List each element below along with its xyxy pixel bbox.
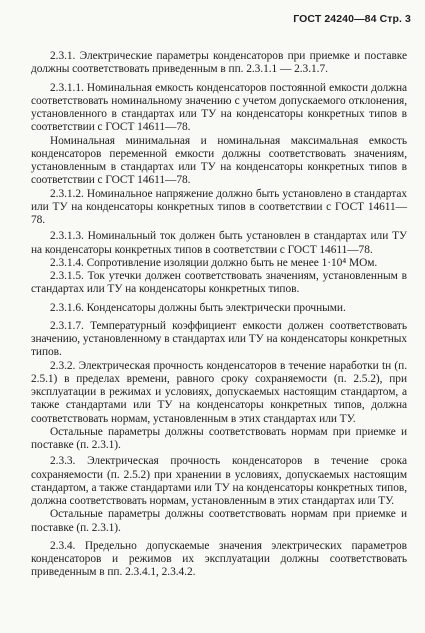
paragraph-2-3-1-6: 2.3.1.6. Конденсаторы должны быть электрически прочными. [50,301,346,314]
page-header [293,13,411,25]
paragraph-2-3-1-5: 2.3.1.5. Ток утечки должен соответствовать значениям, установленным в стандартах или ТУ на конденсаторы конкретных типов. [31,270,407,296]
standard-number: ГОСТ 24240—84 [293,13,377,25]
paragraph-2-3-1-7: 2.3.1.7. Температурный коэффициент емкости должен соответствовать значению, установленному в стандартах или ТУ на конденсаторы конкретных типов. [31,319,408,359]
paragraph-variable-capacitance: Номинальная минимальная и номинальная максимальная емкость конденсаторов переменной емкости должны соответствовать значениям, установленным в стандартах или ТУ на конденсаторы конкретных типов в соответствии с ГОСТ 14611—78. [31,134,407,187]
paragraph-2-3-4: 2.3.4. Предельно допускаемые значения электрических параметров конденсаторов и режимов их эксплуатации должны соответствовать приведенным в пп. 2.3.4.1, 2.3.4.2. [31,539,407,579]
document-body [31,50,407,580]
paragraph-2-3-2: 2.3.2. Электрическая прочность конденсаторов в течение наработки tн (п. 2.5.1) в пределах времени, равного сроку сохраняемости (п. 2.5.2), при эксплуатации в режимах и условиях, допускаемых настоящим стандартом, а также стандартами или ТУ на конденсаторы конкретных типов, должна соответствовать нормам, установленным в этих стандартах или ТУ. [31,359,407,425]
paragraph-2-3-1-4: 2.3.1.4. Сопротивление изоляции должно быть не менее 1·10⁴ МОм. [50,256,378,269]
paragraph-2-3-1-1: 2.3.1.1. Номинальная емкость конденсаторов постоянной емкости должна соответствовать номинальному значению с учетом допускаемого отклонения, установленного в стандартах или ТУ на конденсаторы конкретных типов в соответствии с ГОСТ 14611—78. [31,81,407,134]
paragraph-2-3-1: 2.3.1. Электрические параметры конденсаторов при приемке и поставке должны соответствовать приведенным в пп. 2.3.1.1 — 2.3.1.7. [31,50,407,76]
page-number: Стр. 3 [379,13,411,25]
paragraph-2-3-3: 2.3.3. Электрическая прочность конденсаторов в течение срока сохраняемости (п. 2.5.2) при хранении в условиях, допускаемых настоящим стандартом, а также стандартами или ТУ на конденсаторы конкретных типов, должна соответствовать нормам, установленным в этих стандартах или ТУ. [31,455,407,507]
paragraph-2-3-3-other: Остальные параметры должны соответствовать нормам при приемке и поставке (п. 2.3.1). [31,508,407,534]
paragraph-2-3-1-3: 2.3.1.3. Номинальный ток должен быть установлен в стандартах или ТУ на конденсаторы конкретных типов в соответствии с ГОСТ 14611—78. [31,230,407,256]
paragraph-2-3-2-other: Остальные параметры должны соответствовать нормам при приемке и поставке (п. 2.3.1). [31,425,407,451]
paragraph-2-3-1-2: 2.3.1.2. Номинальное напряжение должно быть установлено в стандартах или ТУ на конденсаторы конкретных типов в соответствии с ГОСТ 14611—78. [31,187,407,226]
